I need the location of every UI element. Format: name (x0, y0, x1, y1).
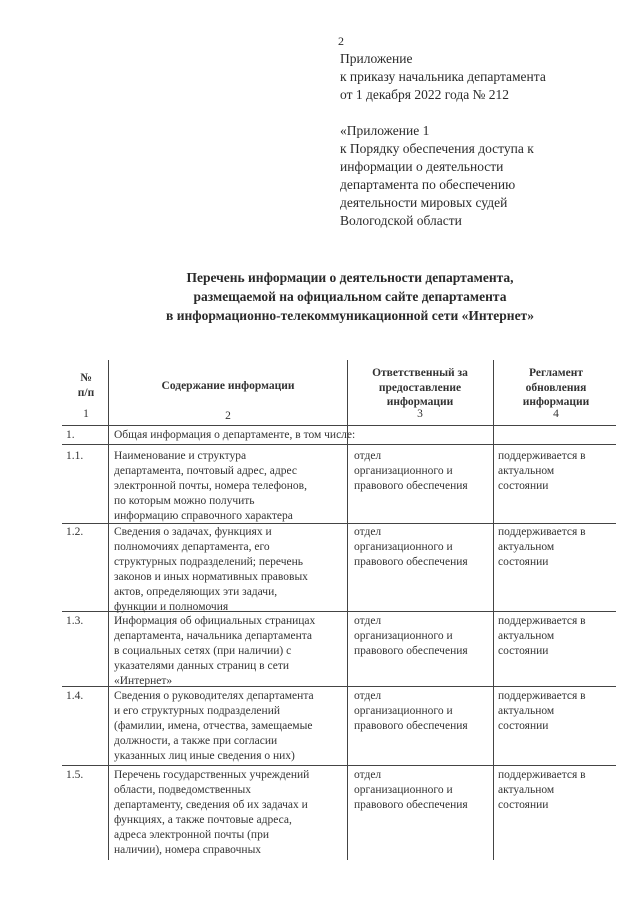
content-line: департамента, начальника департамента (114, 630, 312, 642)
schedule-line: актуальном (498, 630, 555, 642)
header-num (66, 371, 106, 400)
appendix-inner-line: департамента по обеспечению (340, 177, 516, 192)
responsible-line: отдел (354, 450, 382, 462)
table-hline (62, 444, 616, 445)
responsible-line: отдел (354, 526, 382, 538)
row-num: 1.4. (66, 690, 84, 702)
content-line: по которым можно получить (114, 495, 255, 507)
schedule-line: состоянии (498, 720, 549, 732)
schedule-line: поддерживается в (498, 526, 586, 538)
section-text: Общая информация о департаменте, в том числе: (114, 429, 356, 441)
schedule-line: состоянии (498, 480, 549, 492)
content-line: полномочиях департамента, его (114, 541, 270, 553)
header-num-line: п/п (77, 386, 95, 399)
schedule-line: актуальном (498, 541, 555, 553)
content-line: функциях, а также почтовые адреса, (114, 814, 292, 826)
appendix-inner-line: информации о деятельности (340, 159, 504, 174)
content-line: законов и иных нормативных правовых (114, 571, 308, 583)
content-line: указателями данных страниц в сети (114, 660, 289, 672)
title-line: Перечень информации о деятельности департамента, (186, 270, 514, 285)
row-num: 1.2. (66, 526, 84, 538)
content-line: (фамилии, имена, отчества, замещаемые (114, 720, 313, 732)
header-content (112, 379, 344, 394)
responsible-line: организационного и (354, 465, 453, 477)
header-responsible-line: информации (386, 396, 454, 408)
content-line: и его структурных подразделений (114, 705, 280, 717)
row-schedule (498, 525, 614, 570)
content-line: Сведения о руководителях департамента (114, 690, 314, 702)
title-line: в информационно-телекоммуникационной сети «Интернет» (166, 308, 534, 323)
appendix-line: от 1 декабря 2022 года № 212 (340, 87, 510, 102)
content-line: департамента, почтовый адрес, адрес (114, 465, 297, 477)
responsible-line: правового обеспечения (354, 720, 468, 732)
header-responsible (350, 366, 490, 410)
row-num: 1.5. (66, 769, 84, 781)
row-content (114, 614, 346, 689)
content-line: электронной почты, номера телефонов, (114, 480, 307, 492)
schedule-line: состоянии (498, 556, 549, 568)
responsible-line: организационного и (354, 705, 453, 717)
content-line: наличии), номера справочных (114, 844, 262, 856)
header-responsible-line: Ответственный за (372, 367, 468, 379)
col-number: 4 (553, 408, 559, 420)
table-hline (62, 765, 616, 766)
row-num: 1.1. (66, 450, 84, 462)
appendix-inner-heading (340, 122, 630, 230)
row-content (114, 449, 346, 524)
header-responsible-line: предоставление (378, 381, 462, 394)
row-schedule (498, 614, 614, 659)
schedule-line: поддерживается в (498, 690, 586, 702)
header-schedule-line: информации (522, 396, 590, 408)
page-number: 2 (338, 34, 344, 48)
row-schedule (498, 689, 614, 734)
content-line: «Интернет» (114, 675, 173, 687)
content-line: указанных лиц иные сведения о них) (114, 750, 295, 762)
col-number: 1 (83, 408, 89, 420)
content-line: департаменту, сведения об их задачах и (114, 799, 308, 811)
document-title (100, 268, 600, 325)
row-content (114, 525, 346, 615)
schedule-line: актуальном (498, 705, 555, 717)
row-schedule (498, 449, 614, 494)
content-line: информацию справочного характера (114, 510, 293, 522)
responsible-line: правового обеспечения (354, 556, 468, 568)
content-line: структурных подразделений; перечень (114, 556, 303, 568)
appendix-line: к приказу начальника департамента (340, 69, 546, 84)
responsible-line: правового обеспечения (354, 480, 468, 492)
schedule-line: состоянии (498, 645, 549, 657)
table-hline (62, 425, 616, 426)
appendix-line: Приложение (340, 51, 413, 66)
content-line: Перечень государственных учреждений (114, 769, 310, 781)
content-line: Наименование и структура (114, 450, 247, 462)
schedule-line: актуальном (498, 784, 555, 796)
appendix-inner-line: «Приложение 1 (340, 123, 430, 138)
row-responsible (354, 449, 490, 494)
content-line: в социальных сетях (при наличии) с (114, 645, 292, 657)
header-schedule-line: обновления (525, 381, 587, 394)
row-responsible (354, 525, 490, 570)
responsible-line: организационного и (354, 784, 453, 796)
section-num: 1. (66, 429, 75, 441)
header-schedule (496, 366, 616, 410)
responsible-line: отдел (354, 769, 382, 781)
row-responsible (354, 768, 490, 813)
title-line: размещаемой на официальном сайте департамента (193, 289, 507, 304)
appendix-heading (340, 50, 630, 104)
content-line: должности, а также при согласии (114, 735, 278, 747)
content-line: функции и полномочия (114, 601, 229, 613)
header-schedule-line: Регламент (528, 367, 584, 379)
table-vline (108, 360, 109, 860)
appendix-inner-line: к Порядку обеспечения доступа к (340, 141, 534, 156)
content-line: области, подведомственных (114, 784, 251, 796)
appendix-inner-line: Вологодской области (340, 213, 462, 228)
schedule-line: поддерживается в (498, 450, 586, 462)
row-responsible (354, 689, 490, 734)
responsible-line: отдел (354, 690, 382, 702)
header-num-line: № (80, 372, 92, 384)
responsible-line: организационного и (354, 630, 453, 642)
schedule-line: поддерживается в (498, 769, 586, 781)
content-line: адреса электронной почты (при (114, 829, 269, 841)
row-num: 1.3. (66, 615, 84, 627)
content-line: актов, определяющих эти задачи, (114, 586, 278, 598)
row-schedule (498, 768, 614, 813)
header-content-label: Содержание информации (161, 380, 295, 392)
content-line: Информация об официальных страницах (114, 615, 316, 627)
responsible-line: организационного и (354, 541, 453, 553)
col-number: 3 (417, 408, 423, 420)
row-content (114, 768, 346, 858)
responsible-line: правового обеспечения (354, 645, 468, 657)
schedule-line: поддерживается в (498, 615, 586, 627)
responsible-line: правового обеспечения (354, 799, 468, 811)
appendix-inner-line: деятельности мировых судей (340, 195, 508, 210)
responsible-line: отдел (354, 615, 382, 627)
row-content (114, 689, 346, 764)
row-responsible (354, 614, 490, 659)
schedule-line: актуальном (498, 465, 555, 477)
content-line: Сведения о задачах, функциях и (114, 526, 272, 538)
schedule-line: состоянии (498, 799, 549, 811)
col-number: 2 (225, 410, 231, 422)
